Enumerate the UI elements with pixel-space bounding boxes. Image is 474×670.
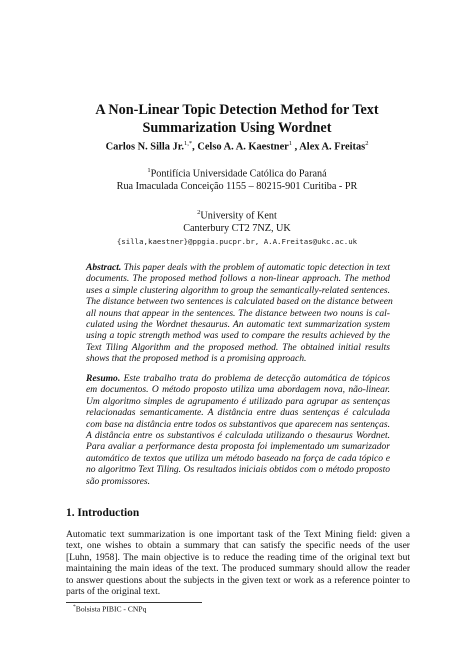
resumo-line: Um algoritmo simples de agrupamento é utilizado para agrupar as sentenças: [86, 395, 390, 407]
author-separator: ,: [192, 141, 198, 153]
body-line: maintaining the main ideas of the text. The produced summary should allow the reader: [66, 563, 410, 575]
abstract-english: [86, 262, 393, 365]
resumo-line: automático de textos que utiliza um método baseado na força de cada tópico e: [86, 452, 390, 464]
affiliation-address: Canterbury CT2 7NZ, UK: [183, 223, 291, 235]
body-line: [Luhn, 1958]. The main objective is to reduce the reading time of the original text but: [66, 551, 410, 563]
resumo-line: com base na distância entre todos os substantivos que aparecem nas sentenças.: [86, 418, 390, 430]
author-name: Carlos N. Silla Jr.: [105, 141, 184, 153]
affiliation-2: [40, 206, 434, 235]
footnote: [73, 604, 146, 614]
paper-title: [60, 101, 414, 137]
abstract-line: documents. The proposed method follows a non-linear approach. The method: [86, 273, 390, 285]
abstract-line: shows that the proposed method is a promising approach.: [86, 353, 307, 365]
resumo-line: relacionadas semanticamente. A distância entre duas sentenças é calculada: [86, 407, 390, 419]
author-separator: ,: [292, 141, 300, 153]
resumo-line: são promissores.: [86, 475, 151, 487]
footnote-divider: [66, 602, 202, 603]
section-body: [66, 529, 410, 597]
resumo-line: Resumo. Este trabalho trata do problema de detecção automática de tópicos: [86, 373, 391, 384]
body-line: to answer questions about the subjects in the given text or work as a reference pointer to: [66, 574, 410, 586]
footnote-text: Bolsista PIBIC - CNPq: [75, 604, 147, 614]
title-line: Summarization Using Wordnet: [142, 120, 332, 136]
resumo-line: Para avaliar a performance desta proposta foi implementado um sumarizador: [86, 441, 390, 453]
title-line: A Non-Linear Topic Detection Method for Text: [95, 102, 379, 118]
author-name: Celso A. A. Kaestner: [197, 141, 289, 153]
affiliation-address: Rua Imaculada Conceição 1155 – 80215-901 Curitiba - PR: [116, 181, 358, 193]
resumo-line: no algoritmo Text Tiling. Os resultados iniciais obtidos com o método proposto: [86, 464, 390, 476]
body-line: text, one wishes to obtain a summary that can satisfy the specific needs of the user: [66, 540, 410, 552]
resumo-line: em documentos. O método proposto utiliza uma abordagem nova, não-linear.: [86, 384, 390, 396]
section-heading: 1. Introduction: [66, 507, 140, 519]
body-line: Automatic text summarization is one important task of the Text Mining field: given a: [66, 529, 410, 540]
abstract-line: Abstract. This paper deals with the problem of automatic topic detection in text: [86, 262, 390, 273]
abstract-label: Abstract.: [86, 262, 122, 273]
resumo-label: Resumo.: [86, 373, 121, 384]
body-line: parts of the original text.: [66, 586, 161, 598]
author-name: Alex A. Freitas: [299, 141, 366, 153]
author-affiliation-mark: 2: [365, 140, 369, 147]
abstract-portuguese: [86, 373, 390, 487]
affiliation-mark: 2: [197, 209, 201, 216]
affiliation-mark: 1: [147, 167, 151, 174]
author-list: [40, 140, 434, 152]
author-emails: {silla,kaestner}@ppgia.pucpr.br, A.A.Freitas@ukc.ac.uk: [116, 237, 358, 246]
abstract-line: Text Tiling Algorithm and the proposed method. The obtained initial results: [86, 341, 390, 353]
author-affiliation-mark: 1,*: [183, 140, 193, 147]
abstract-line: using a topic strength method was used to compare the results achieved by the: [86, 330, 390, 342]
abstract-line: uses a simple clustering algorithm to group the semantically-related sentences.: [86, 284, 390, 296]
affiliation-1: [40, 164, 434, 193]
abstract-line: The distance between two sentences is calculated based on the distance between: [86, 296, 393, 308]
affiliation-institution: University of Kent: [200, 210, 277, 222]
abstract-line: culated using the Wordnet thesaurus. An automatic text summarization system: [86, 319, 390, 331]
footnote-mark: *: [73, 604, 76, 610]
abstract-line: all nouns that appear in the sentences. The distance between two nouns is cal-: [86, 307, 390, 319]
author-affiliation-mark: 1: [288, 140, 293, 147]
affiliation-institution: Pontifícia Universidade Católica do Paraná: [150, 168, 327, 180]
resumo-line: A distância entre os substantivos é calculada utilizando o thesaurus Wordnet.: [86, 430, 390, 442]
